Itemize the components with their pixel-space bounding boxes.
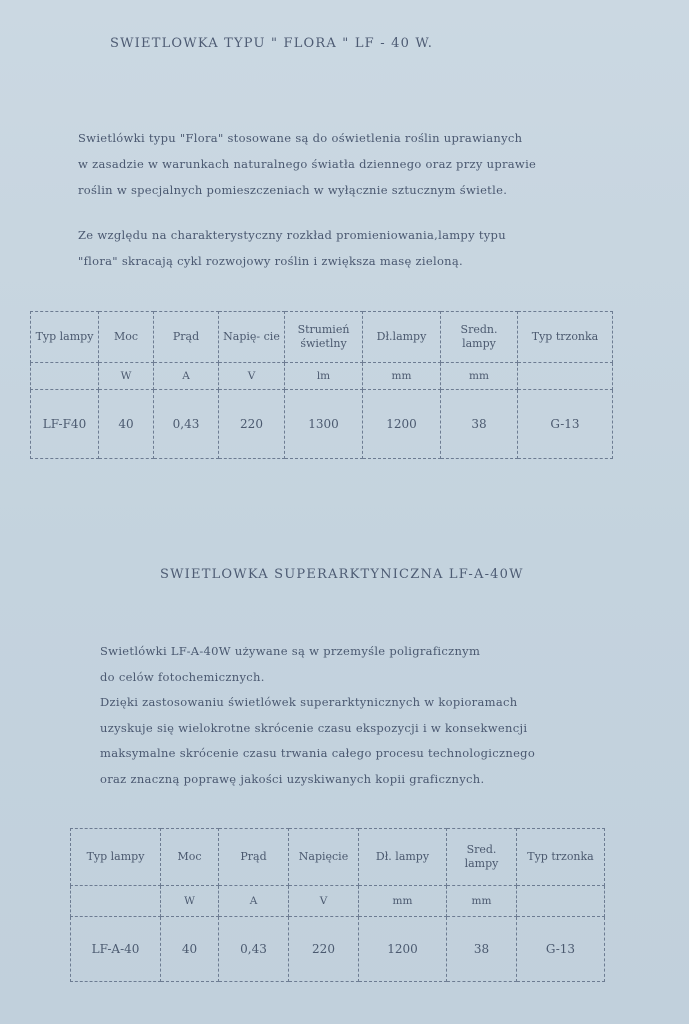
text-line: do celów fotochemicznych. xyxy=(100,669,265,684)
text-line: roślin w specjalnych pomieszczeniach w wyłącznie sztucznym świetle. xyxy=(78,183,508,197)
value-cell: 0,43 xyxy=(154,390,219,459)
text-line: oraz znaczną poprawę jakości uzyskiwanych kopii graficznych. xyxy=(100,771,485,786)
value-cell: LF-A-40 xyxy=(71,917,161,982)
unit-cell: W xyxy=(99,363,154,390)
header-cell: Napię- cie xyxy=(219,312,285,363)
unit-cell xyxy=(518,363,613,390)
flora-spec-table xyxy=(30,311,613,459)
unit-cell: mm xyxy=(441,363,518,390)
value-cell: 38 xyxy=(441,390,518,459)
unit-cell: V xyxy=(289,886,359,917)
value-cell: G-13 xyxy=(517,917,605,982)
header-cell: Prąd xyxy=(154,312,219,363)
table-row xyxy=(71,917,605,982)
text-line: "flora" skracają cykl rozwojowy roślin i zwiększa masę zieloną. xyxy=(78,254,464,268)
section2-paragraph xyxy=(100,638,535,792)
table-header-row xyxy=(71,829,605,886)
text-line: uzyskuje się wielokrotne skrócenie czasu ekspozycji i w konsekwencji xyxy=(100,720,528,735)
table-unit-row xyxy=(71,886,605,917)
table-header-row xyxy=(31,312,613,363)
unit-cell: lm xyxy=(285,363,363,390)
header-cell: Dł.lampy xyxy=(363,312,441,363)
header-cell: Moc xyxy=(99,312,154,363)
unit-cell: mm xyxy=(363,363,441,390)
unit-cell: W xyxy=(161,886,219,917)
header-cell: Napięcie xyxy=(289,829,359,886)
value-cell: G-13 xyxy=(518,390,613,459)
header-cell: Typ trzonka xyxy=(517,829,605,886)
text-line: Ze względu na charakterystyczny rozkład promieniowania,lampy typu xyxy=(78,228,506,242)
section1-paragraph-2 xyxy=(78,222,506,274)
table-row xyxy=(31,390,613,459)
header-cell: Strumień świetlny xyxy=(285,312,363,363)
header-cell: Typ trzonka xyxy=(518,312,613,363)
value-cell: LF-F40 xyxy=(31,390,99,459)
unit-cell xyxy=(517,886,605,917)
unit-cell: V xyxy=(219,363,285,390)
header-cell: Sred. lampy xyxy=(447,829,517,886)
superarktyniczna-spec-table xyxy=(70,828,605,982)
table-unit-row xyxy=(31,363,613,390)
header-cell: Typ lampy xyxy=(31,312,99,363)
value-cell: 1300 xyxy=(285,390,363,459)
value-cell: 0,43 xyxy=(219,917,289,982)
value-cell: 1200 xyxy=(359,917,447,982)
text-line: Swietlówki LF-A-40W używane są w przemyśle poligraficznym xyxy=(100,644,481,658)
value-cell: 220 xyxy=(219,390,285,459)
header-cell: Moc xyxy=(161,829,219,886)
value-cell: 220 xyxy=(289,917,359,982)
value-cell: 38 xyxy=(447,917,517,982)
unit-cell: mm xyxy=(359,886,447,917)
value-cell: 1200 xyxy=(363,390,441,459)
text-line: maksymalne skrócenie czasu trwania całego procesu technologicznego xyxy=(100,746,536,761)
header-cell: Typ lampy xyxy=(71,829,161,886)
value-cell: 40 xyxy=(161,917,219,982)
value-cell: 40 xyxy=(99,390,154,459)
unit-cell: mm xyxy=(447,886,517,917)
section1-title: SWIETLOWKA TYPU " FLORA " LF - 40 W. xyxy=(110,36,434,51)
header-cell: Dł. lampy xyxy=(359,829,447,886)
unit-cell xyxy=(31,363,99,390)
unit-cell: A xyxy=(154,363,219,390)
text-line: Dzięki zastosowaniu świetlówek superarktynicznych w kopioramach xyxy=(100,695,518,710)
section2-title: SWIETLOWKA SUPERARKTYNICZNA LF-A-40W xyxy=(160,567,524,582)
unit-cell xyxy=(71,886,161,917)
header-cell: Sredn. lampy xyxy=(441,312,518,363)
text-line: w zasadzie w warunkach naturalnego światła dziennego oraz przy uprawie xyxy=(78,157,537,171)
text-line: Swietlówki typu "Flora" stosowane są do oświetlenia roślin uprawianych xyxy=(78,131,523,145)
unit-cell: A xyxy=(219,886,289,917)
header-cell: Prąd xyxy=(219,829,289,886)
section1-paragraph-1 xyxy=(78,125,536,203)
